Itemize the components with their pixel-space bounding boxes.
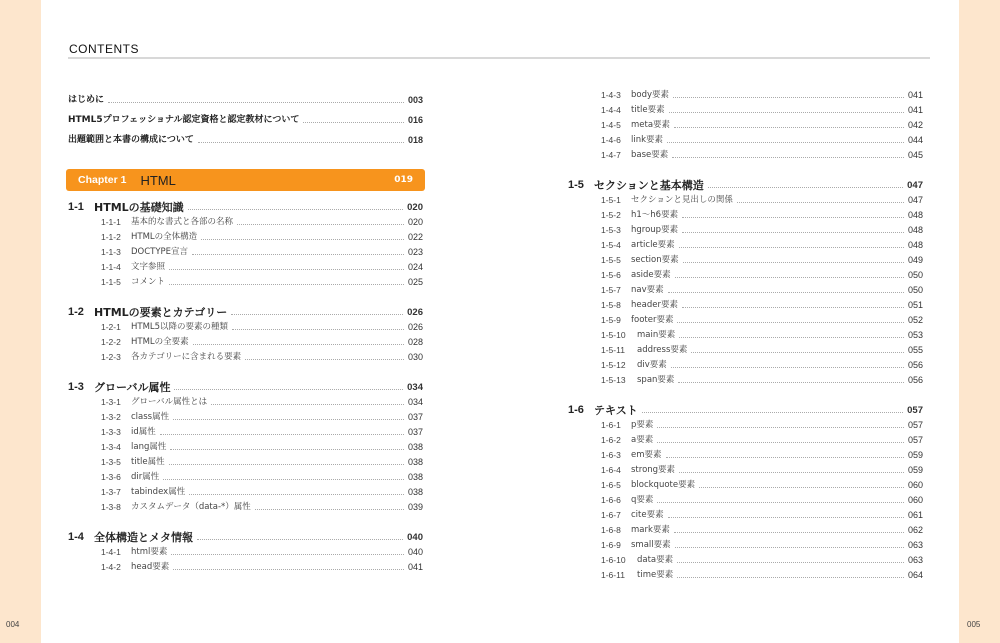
left-page-number: 004 <box>6 620 20 629</box>
entry-title: class属性 <box>131 412 170 422</box>
dot-leader <box>674 127 904 128</box>
entry-page: 051 <box>907 300 923 310</box>
entry-title: 文字参照 <box>131 262 166 272</box>
entry-number: 1-5-10 <box>601 330 626 340</box>
dot-leader <box>188 209 403 210</box>
entry-page: 055 <box>907 345 923 355</box>
entry-page: 041 <box>907 90 923 100</box>
entry-page: 060 <box>907 495 923 505</box>
entry-page: 059 <box>907 450 923 460</box>
toc-entry-sub[interactable] <box>568 267 923 282</box>
entry-number: 1-3-7 <box>101 487 121 497</box>
entry-title: section要素 <box>631 255 679 265</box>
dot-leader <box>170 449 404 450</box>
entry-number: 1-4 <box>68 531 84 543</box>
entry-page: 042 <box>907 120 923 130</box>
entry-page: 056 <box>907 375 923 385</box>
dot-leader <box>679 472 904 473</box>
entry-title: HTMLの全要素 <box>131 337 189 347</box>
entry-title: dir属性 <box>131 472 160 482</box>
dot-leader <box>691 352 904 353</box>
toc-right-column <box>568 87 923 582</box>
entry-number: 1-5-8 <box>601 300 621 310</box>
entry-title: id属性 <box>131 427 156 437</box>
toc-entry-sub[interactable] <box>568 297 923 312</box>
dot-leader <box>169 464 404 465</box>
toc-entry-sub[interactable] <box>68 469 423 484</box>
entry-title: 全体構造とメタ情報 <box>94 531 193 544</box>
toc-entry-sub[interactable] <box>568 462 923 477</box>
entry-title: article要素 <box>631 240 675 250</box>
toc-entry-sub[interactable] <box>568 477 923 492</box>
entry-page: 059 <box>907 465 923 475</box>
dot-leader <box>657 502 904 503</box>
toc-entry-sub[interactable] <box>568 417 923 432</box>
left-page-edge <box>0 0 41 643</box>
entry-page: 040 <box>407 547 423 557</box>
toc-entry-sub[interactable] <box>568 372 923 387</box>
entry-title: main要素 <box>637 330 676 340</box>
dot-leader <box>245 359 404 360</box>
entry-title: mark要素 <box>631 525 670 535</box>
dot-leader <box>668 517 904 518</box>
entry-number: 1-3-8 <box>101 502 121 512</box>
toc-entry-sub[interactable] <box>68 484 423 499</box>
toc-entry-sub[interactable] <box>68 424 423 439</box>
entry-title: footer要素 <box>631 315 674 325</box>
dot-leader <box>198 142 404 143</box>
toc-entry-sec[interactable] <box>68 199 423 214</box>
dot-leader <box>201 239 404 240</box>
dot-leader <box>657 442 904 443</box>
toc-left-column <box>68 87 423 574</box>
entry-page: 024 <box>407 262 423 272</box>
entry-title: はじめに <box>68 95 105 105</box>
entry-page: 061 <box>907 510 923 520</box>
dot-leader <box>173 419 404 420</box>
entry-title: 出題範囲と本書の構成について <box>68 135 194 145</box>
entry-number: 1-6-4 <box>601 465 621 475</box>
entry-number: 1-1 <box>68 201 84 213</box>
toc-entry-sub[interactable] <box>568 192 923 207</box>
entry-page: 037 <box>407 412 423 422</box>
toc-entry-sub[interactable] <box>68 274 423 289</box>
entry-title: meta要素 <box>631 120 671 130</box>
toc-entry-sub[interactable] <box>568 102 923 117</box>
toc-entry-sub[interactable] <box>568 207 923 222</box>
entry-title: p要素 <box>631 420 654 430</box>
toc-entry-sub[interactable] <box>568 132 923 147</box>
toc-entry-sub[interactable] <box>68 454 423 469</box>
entry-number: 1-3-5 <box>101 457 121 467</box>
entry-number: 1-6-7 <box>601 510 621 520</box>
dot-leader <box>666 457 904 458</box>
entry-number: 1-3-2 <box>101 412 121 422</box>
entry-title: セクションと見出しの関係 <box>631 195 733 205</box>
entry-title: head要素 <box>131 562 170 572</box>
entry-number: 1-3-1 <box>101 397 121 407</box>
entry-page: 038 <box>407 472 423 482</box>
entry-title: strong要素 <box>631 465 676 475</box>
entry-number: 1-1-3 <box>101 247 121 257</box>
entry-title: HTML5プロフェッショナル認定資格と認定教材について <box>68 115 300 125</box>
toc-entry-sec[interactable] <box>68 379 423 394</box>
dot-leader <box>169 269 404 270</box>
entry-page: 028 <box>407 337 423 347</box>
toc-entry-sub[interactable] <box>68 349 423 364</box>
entry-page: 026 <box>407 322 423 332</box>
entry-title: コメント <box>131 277 166 287</box>
toc-entry-sub[interactable] <box>568 552 923 567</box>
dot-leader <box>682 217 904 218</box>
entry-page: 020 <box>407 202 423 213</box>
dot-leader <box>671 367 904 368</box>
toc-entry-sub[interactable] <box>68 544 423 559</box>
toc-entry-sec[interactable] <box>68 529 423 544</box>
entry-title: a要素 <box>631 435 654 445</box>
entry-page: 038 <box>407 457 423 467</box>
entry-page: 063 <box>907 555 923 565</box>
toc-entry-sub[interactable] <box>568 567 923 582</box>
entry-title: time要素 <box>637 570 674 580</box>
entry-number: 1-2-3 <box>101 352 121 362</box>
entry-page: 048 <box>907 210 923 220</box>
entry-number: 1-5-3 <box>601 225 621 235</box>
entry-page: 022 <box>407 232 423 242</box>
entry-title: hgroup要素 <box>631 225 679 235</box>
entry-title: lang属性 <box>131 442 167 452</box>
entry-title: q要素 <box>631 495 654 505</box>
entry-page: 057 <box>907 420 923 430</box>
dot-leader <box>160 434 404 435</box>
entry-title: テキスト <box>594 404 638 417</box>
entry-number: 1-5-9 <box>601 315 621 325</box>
entry-number: 1-4-7 <box>601 150 621 160</box>
entry-title: DOCTYPE宣言 <box>131 247 189 257</box>
entry-title: h1～h6要素 <box>631 210 679 220</box>
dot-leader <box>232 329 404 330</box>
toc-entry-sub[interactable] <box>68 334 423 349</box>
toc-entry-sub[interactable] <box>68 229 423 244</box>
entry-number: 1-5-7 <box>601 285 621 295</box>
toc-entry-sub[interactable] <box>568 282 923 297</box>
entry-number: 1-5-5 <box>601 255 621 265</box>
entry-page: 018 <box>407 135 423 145</box>
entry-page: 023 <box>407 247 423 257</box>
entry-title: グローバル属性とは <box>131 397 208 407</box>
dot-leader <box>189 494 404 495</box>
entry-number: 1-4-4 <box>601 105 621 115</box>
toc-entry-sec[interactable] <box>68 304 423 319</box>
toc-entry-sub[interactable] <box>68 319 423 334</box>
entry-title: span要素 <box>637 375 675 385</box>
dot-leader <box>667 142 904 143</box>
entry-title: em要素 <box>631 450 662 460</box>
entry-page: 047 <box>907 180 923 191</box>
entry-page: 048 <box>907 225 923 235</box>
entry-title: 基本的な書式と各部の名称 <box>131 217 234 227</box>
toc-entry-sub[interactable] <box>568 327 923 342</box>
entry-title: aside要素 <box>631 270 671 280</box>
entry-title: セクションと基本構造 <box>594 179 704 192</box>
toc-entry-sub[interactable] <box>568 222 923 237</box>
toc-entry-sec[interactable] <box>568 402 923 417</box>
entry-title: HTMLの全体構造 <box>131 232 198 242</box>
toc-entry-sub[interactable] <box>568 357 923 372</box>
entry-page: 038 <box>407 442 423 452</box>
entry-page: 044 <box>907 135 923 145</box>
entry-number: 1-6-9 <box>601 540 621 550</box>
entry-title: cite要素 <box>631 510 664 520</box>
entry-number: 1-1-4 <box>101 262 121 272</box>
entry-page: 060 <box>907 480 923 490</box>
entry-page: 003 <box>407 95 423 105</box>
dot-leader <box>255 509 404 510</box>
entry-page: 026 <box>407 307 423 318</box>
dot-leader <box>171 554 404 555</box>
toc-entry-sub[interactable] <box>568 537 923 552</box>
chapter-banner[interactable] <box>66 169 425 191</box>
dot-leader <box>673 97 904 98</box>
entry-number: 1-3 <box>68 381 84 393</box>
entry-number: 1-3-6 <box>101 472 121 482</box>
entry-title: nav要素 <box>631 285 664 295</box>
toc-entry-sub[interactable] <box>568 492 923 507</box>
entry-page: 064 <box>907 570 923 580</box>
entry-page: 039 <box>407 502 423 512</box>
entry-title: small要素 <box>631 540 671 550</box>
entry-number: 1-5-6 <box>601 270 621 280</box>
entry-number: 1-6-11 <box>601 570 625 580</box>
dot-leader <box>657 427 904 428</box>
entry-number: 1-6-10 <box>601 555 626 565</box>
entry-number: 1-5-12 <box>601 360 626 370</box>
entry-title: address要素 <box>637 345 688 355</box>
toc-entry-sub[interactable] <box>568 507 923 522</box>
entry-number: 1-5 <box>568 179 584 191</box>
entry-number: 1-1-1 <box>101 217 121 227</box>
dot-leader <box>173 569 404 570</box>
entry-title: title属性 <box>131 457 165 467</box>
entry-page: 040 <box>407 532 423 543</box>
dot-leader <box>682 232 904 233</box>
entry-number: 1-4-1 <box>101 547 121 557</box>
contents-title: CONTENTS <box>69 42 139 56</box>
dot-leader <box>197 539 403 540</box>
entry-number: 1-4-5 <box>601 120 621 130</box>
entry-number: 1-3-4 <box>101 442 121 452</box>
toc-entry-sub[interactable] <box>68 394 423 409</box>
toc-entry-sec[interactable] <box>568 177 923 192</box>
entry-page: 062 <box>907 525 923 535</box>
entry-number: 1-6-6 <box>601 495 621 505</box>
entry-title: base要素 <box>631 150 669 160</box>
entry-number: 1-6-1 <box>601 420 621 430</box>
entry-title: html要素 <box>131 547 168 557</box>
dot-leader <box>642 412 903 413</box>
entry-page: 053 <box>907 330 923 340</box>
entry-number: 1-6-8 <box>601 525 621 535</box>
entry-number: 1-6-5 <box>601 480 621 490</box>
dot-leader <box>669 112 904 113</box>
dot-leader <box>108 102 404 103</box>
toc-entry-sub[interactable] <box>568 117 923 132</box>
entry-title: 各カテゴリーに含まれる要素 <box>131 352 242 362</box>
entry-page: 050 <box>907 285 923 295</box>
entry-title: header要素 <box>631 300 678 310</box>
toc-entry-sub[interactable] <box>68 439 423 454</box>
toc-entry-sub[interactable] <box>568 432 923 447</box>
dot-leader <box>708 187 903 188</box>
dot-leader <box>682 307 904 308</box>
entry-page: 063 <box>907 540 923 550</box>
toc-entry-sub[interactable] <box>68 499 423 514</box>
entry-number: 1-5-13 <box>601 375 626 385</box>
entry-number: 1-1-2 <box>101 232 121 242</box>
entry-number: 1-5-11 <box>601 345 625 355</box>
entry-page: 038 <box>407 487 423 497</box>
entry-page: 057 <box>907 435 923 445</box>
dot-leader <box>192 254 404 255</box>
entry-page: 049 <box>907 255 923 265</box>
toc-entry-sub[interactable] <box>568 522 923 537</box>
entry-number: 1-3-3 <box>101 427 121 437</box>
dot-leader <box>674 532 904 533</box>
dot-leader <box>677 322 904 323</box>
entry-number: 1-5-1 <box>601 195 621 205</box>
entry-title: blockquote要素 <box>631 480 696 490</box>
dot-leader <box>193 344 404 345</box>
entry-number: 1-1-5 <box>101 277 121 287</box>
right-page-number: 005 <box>967 620 981 629</box>
dot-leader <box>679 337 904 338</box>
entry-number: 1-4-2 <box>101 562 121 572</box>
toc-entry-sub[interactable] <box>68 244 423 259</box>
dot-leader <box>169 284 404 285</box>
entry-title: グローバル属性 <box>94 381 171 394</box>
toc-entry-intro[interactable] <box>68 127 423 147</box>
entry-number: 1-4-3 <box>601 90 621 100</box>
entry-page: 056 <box>907 360 923 370</box>
entry-title: カスタムデータ（data-*）属性 <box>131 502 251 512</box>
entry-title: title要素 <box>631 105 665 115</box>
dot-leader <box>677 562 904 563</box>
dot-leader <box>672 157 904 158</box>
dot-leader <box>699 487 904 488</box>
entry-page: 034 <box>407 397 423 407</box>
entry-title: HTMLの基礎知識 <box>94 201 184 214</box>
toc-entry-sub[interactable] <box>568 237 923 252</box>
dot-leader <box>679 247 904 248</box>
dot-leader <box>675 547 904 548</box>
dot-leader <box>678 382 904 383</box>
entry-page: 048 <box>907 240 923 250</box>
toc-entry-sub[interactable] <box>568 447 923 462</box>
entry-page: 047 <box>907 195 923 205</box>
entry-title: HTMLの要素とカテゴリー <box>94 306 228 319</box>
entry-page: 045 <box>907 150 923 160</box>
toc-entry-sub[interactable] <box>568 252 923 267</box>
entry-number: 1-5-2 <box>601 210 621 220</box>
entry-title: tabindex属性 <box>131 487 186 497</box>
dot-leader <box>668 292 904 293</box>
toc-entry-intro[interactable] <box>68 107 423 127</box>
dot-leader <box>231 314 403 315</box>
entry-title: link要素 <box>631 135 664 145</box>
entry-number: 1-6-3 <box>601 450 621 460</box>
dot-leader <box>675 277 904 278</box>
entry-page: 050 <box>907 270 923 280</box>
entry-title: body要素 <box>631 90 670 100</box>
title-rule <box>68 57 930 59</box>
entry-page: 034 <box>407 382 423 393</box>
entry-page: 057 <box>907 405 923 416</box>
entry-page: 030 <box>407 352 423 362</box>
chapter-title: HTML <box>140 172 176 188</box>
dot-leader <box>237 224 404 225</box>
right-page-edge <box>959 0 1000 643</box>
dot-leader <box>683 262 904 263</box>
entry-number: 1-2-1 <box>101 322 121 332</box>
toc-entry-sub[interactable] <box>568 342 923 357</box>
entry-number: 1-5-4 <box>601 240 621 250</box>
toc-entry-sub[interactable] <box>568 147 923 162</box>
entry-page: 016 <box>407 115 423 125</box>
entry-number: 1-2 <box>68 306 84 318</box>
dot-leader <box>174 389 403 390</box>
toc-entry-sub[interactable] <box>68 559 423 574</box>
dot-leader <box>211 404 404 405</box>
entry-page: 052 <box>907 315 923 325</box>
dot-leader <box>303 122 404 123</box>
toc-entry-sub[interactable] <box>568 312 923 327</box>
entry-number: 1-2-2 <box>101 337 121 347</box>
dot-leader <box>737 202 904 203</box>
entry-title: HTML5以降の要素の種類 <box>131 322 229 332</box>
entry-page: 041 <box>407 562 423 572</box>
entry-page: 025 <box>407 277 423 287</box>
dot-leader <box>163 479 404 480</box>
toc-entry-intro[interactable] <box>68 87 423 107</box>
entry-page: 041 <box>907 105 923 115</box>
entry-title: data要素 <box>637 555 674 565</box>
entry-page: 037 <box>407 427 423 437</box>
chapter-page: 019 <box>394 175 413 185</box>
toc-entry-sub[interactable] <box>568 87 923 102</box>
toc-entry-sub[interactable] <box>68 214 423 229</box>
entry-number: 1-4-6 <box>601 135 621 145</box>
entry-number: 1-6-2 <box>601 435 621 445</box>
chapter-number: Chapter 1 <box>78 174 127 186</box>
entry-number: 1-6 <box>568 404 584 416</box>
entry-page: 020 <box>407 217 423 227</box>
entry-title: div要素 <box>637 360 667 370</box>
toc-entry-sub[interactable] <box>68 259 423 274</box>
dot-leader <box>677 577 904 578</box>
toc-entry-sub[interactable] <box>68 409 423 424</box>
